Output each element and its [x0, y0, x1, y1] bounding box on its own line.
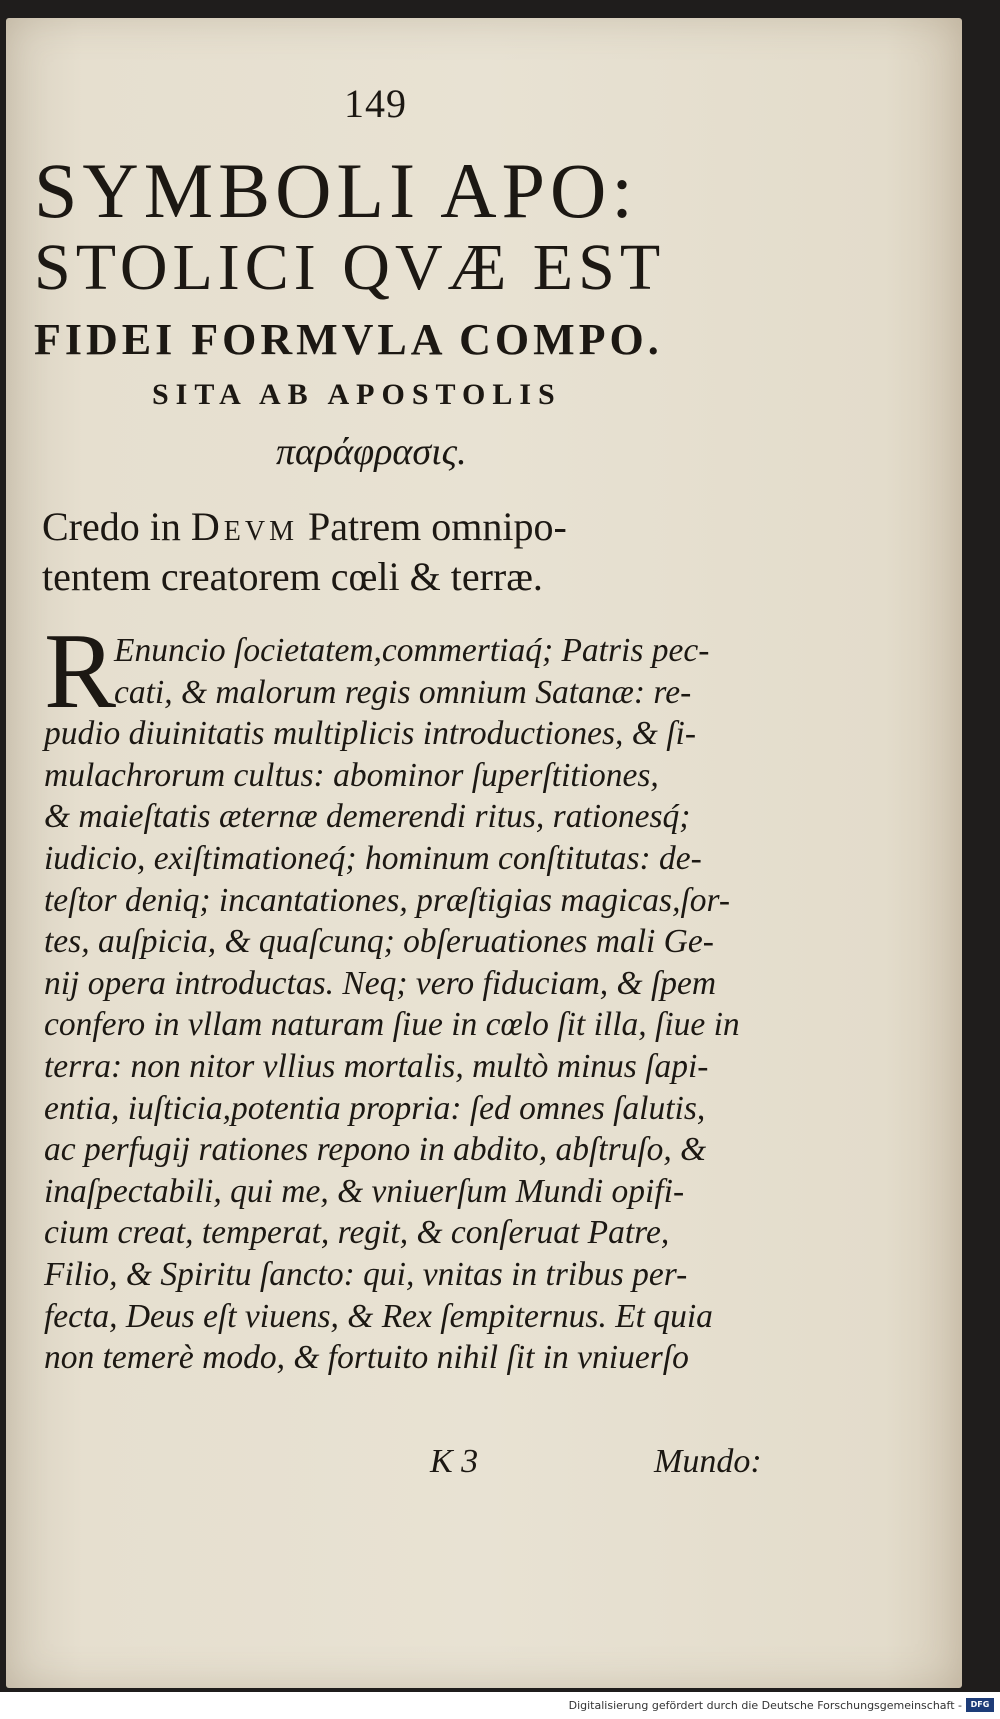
body-line: nij opera introductas. Neq; vero fiduciam, & ſpem	[44, 964, 717, 1002]
body-line: mulachrorum cultus: abominor ſuperſtitiones,	[44, 756, 659, 794]
body-line: inaſpectabili, qui me, & vniuerſum Mundi opifi-	[44, 1172, 685, 1210]
body-line: Filio, & Spiritu ſancto: qui, vnitas in tribus per-	[44, 1255, 688, 1293]
body-line: pudio diuinitatis multiplicis introductiones, & ſi-	[44, 715, 697, 753]
commentary-body	[44, 612, 780, 1379]
creed-text-part2: Patrem omnipo-	[297, 504, 567, 549]
greek-subtitle: παράφρασις.	[276, 431, 467, 473]
body-line: entia, iuſticia,potentia propria: ſed omnes ſalutis,	[44, 1089, 706, 1127]
body-line: teſtor deniq; incantationes, præſtigias magicas,ſor-	[44, 881, 731, 919]
body-line: cati, & malorum regis omnium Satanæ: re-	[114, 673, 692, 711]
dfg-logo: DFG	[966, 1698, 994, 1712]
creed-text-line2: tentem creatorem cœli & terræ.	[42, 554, 543, 599]
body-line: & maieſtatis æternæ demerendi ritus, rationesq́;	[44, 798, 691, 836]
title-line-4: SITA AB APOSTOLIS	[152, 378, 562, 411]
creed-deum: Devm	[190, 504, 298, 549]
catchword: Mundo:	[654, 1443, 762, 1480]
digitization-footer	[0, 1696, 1000, 1719]
drop-cap: R	[44, 612, 117, 731]
creed-text-part1: Credo in	[42, 504, 191, 549]
body-line: fecta, Deus eſt viuens, & Rex ſempiternus. Et quia	[44, 1297, 713, 1335]
body-line: cium creat, temperat, regit, & conſeruat Patre,	[44, 1214, 670, 1252]
body-line: Enuncio ſocietatem,commertiaq́; Patris pec-	[114, 632, 710, 669]
creed-heading	[42, 502, 762, 602]
body-line: ac perfugij rationes repono in abdito, abſtruſo, &	[44, 1131, 707, 1169]
body-line: iudicio, exiſtimationeq́; hominum conſtitutas: de-	[44, 839, 702, 877]
body-line: confero in vllam naturam ſiue in cœlo ſit illa, ſiue in	[44, 1006, 740, 1044]
signature-mark: K 3	[430, 1443, 479, 1480]
body-line: tes, auſpicia, & quaſcunq; obſeruationes mali Ge-	[44, 923, 714, 961]
page-number: 149	[344, 81, 407, 126]
body-line: non temerè modo, & fortuito nihil ſit in vniuerſo	[44, 1339, 689, 1377]
book-page	[6, 18, 962, 1688]
title-line-2: STOLICI QVÆ EST	[34, 231, 666, 304]
title-line-1: SYMBOLI APO:	[34, 147, 638, 234]
funding-credit: Digitalisierung gefördert durch die Deutsche Forschungsgemeinschaft -	[568, 1699, 962, 1712]
title-line-3: FIDEI FORMVLA COMPO.	[34, 315, 663, 364]
body-line: terra: non nitor vllius mortalis, multò minus ſapi-	[44, 1047, 709, 1085]
